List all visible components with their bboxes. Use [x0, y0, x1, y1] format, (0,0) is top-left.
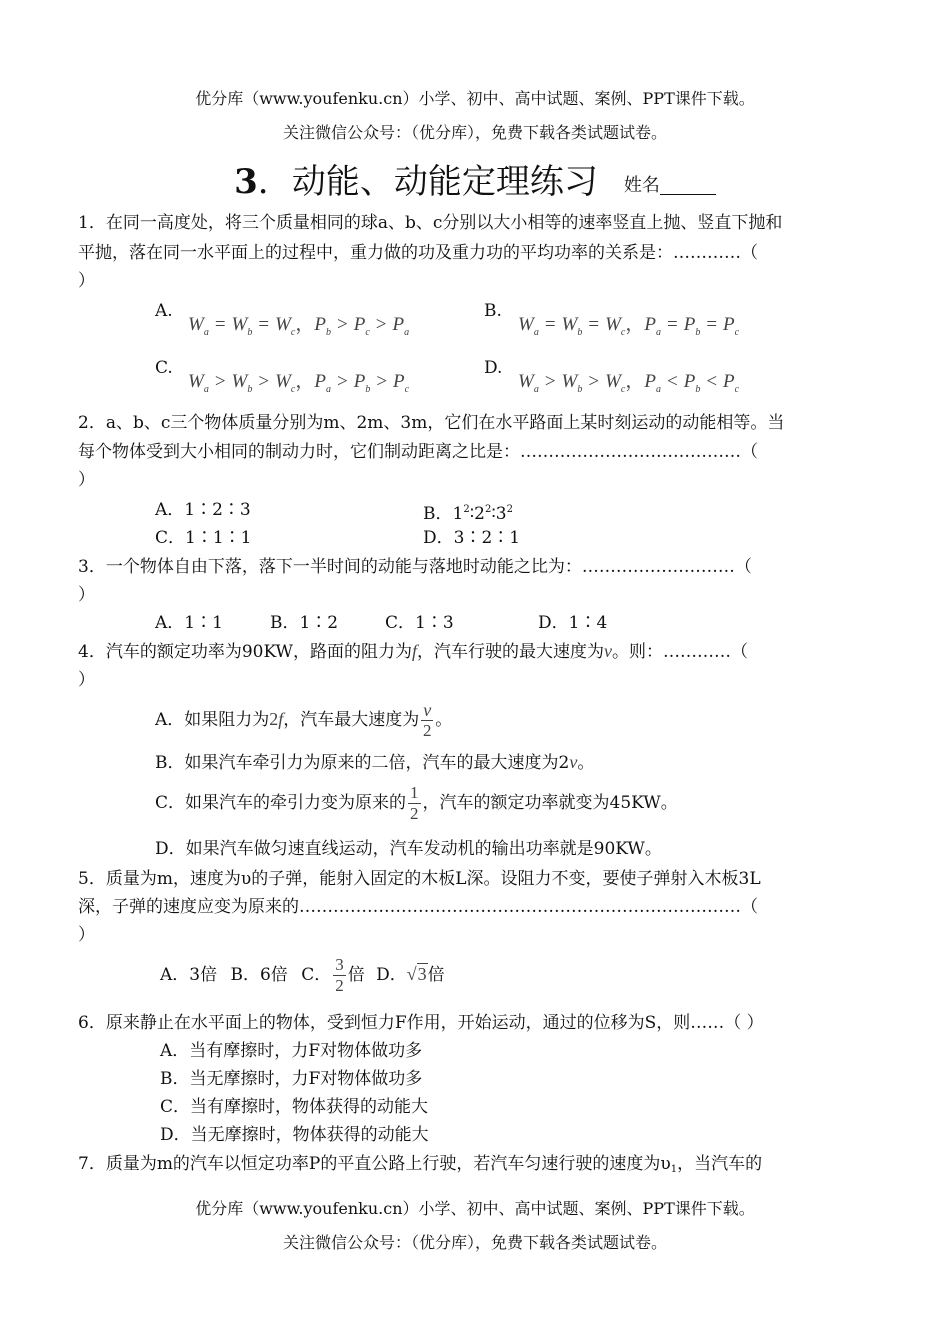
q5-option-b: B．6倍 — [230, 965, 288, 985]
q5-option-d-label: D． — [376, 965, 407, 985]
q5-line-2: 深，子弹的速度应变为原来的……………………………………………………………………（ — [78, 897, 758, 917]
page-title — [0, 160, 950, 208]
one-half-fraction: $\frac{1}{2}$ — [410, 783, 419, 823]
footer-line-1: 优分库（www.youfenku.cn）小学、初中、高中试题、案例、PPT课件下载。 — [195, 1199, 755, 1218]
q1-option-d-label: D. — [484, 358, 503, 378]
footer-line-2: 关注微信公众号：（优分库），免费下载各类试题试卷。 — [282, 1233, 667, 1252]
header-line-2: 关注微信公众号：（优分库），免费下载各类试题试卷。 — [282, 123, 667, 142]
q1-option-a-label: A. — [155, 301, 173, 321]
q6-line-1: 6．原来静止在水平面上的物体，受到恒力F作用，开始运动，通过的位移为S，则……（ ） — [78, 1013, 764, 1033]
v-over-2-fraction: $\frac{v}{2}$ — [423, 700, 432, 740]
q1-line-3: ） — [78, 271, 95, 291]
q3-line-2: ） — [78, 585, 95, 605]
q3-option-c: C．1∶3 — [385, 613, 454, 633]
q5-option-c-label: C． — [301, 965, 332, 985]
q1-option-c-formula: $W_a > W_b > W_c$，$P_a > P_b > P_c$ — [188, 371, 410, 395]
q5-options: A．3倍 B．6倍 C． $\frac{3}{2}$ 倍 D．√3倍 — [160, 955, 445, 995]
q6-option-b: B．当无摩擦时，力F对物体做功多 — [160, 1069, 423, 1089]
q2-option-c: C．1∶1∶1 — [155, 528, 252, 548]
q4-option-d: D．如果汽车做匀速直线运动，汽车发动机的输出功率就是90KW。 — [155, 839, 662, 859]
q2-line-3: ） — [78, 470, 95, 490]
name-blank — [660, 176, 716, 195]
q1-line-1: 1．在同一高度处，将三个质量相同的球a、b、c分别以大小相等的速率竖直上抛、竖直下抛和 — [78, 213, 783, 233]
sqrt-3: √3 — [406, 964, 427, 984]
name-label: 姓名 — [623, 175, 660, 196]
title-text: ．动能、动能定理练习 — [257, 162, 598, 202]
three-halves-fraction: $\frac{3}{2}$ — [335, 955, 344, 995]
q5-line-3: ） — [78, 925, 95, 945]
q2-line-1: 2．a、b、c三个物体质量分别为m、2m、3m，它们在水平路面上某时刻运动的动能相等。当 — [78, 413, 785, 433]
q5-line-1: 5．质量为m，速度为υ的子弹，能射入固定的木板L深。设阻力不变，要使子弹射入木板3L — [78, 869, 761, 889]
q6-option-a: A．当有摩擦时，力F对物体做功多 — [160, 1041, 423, 1061]
header-line-1: 优分库（www.youfenku.cn）小学、初中、高中试题、案例、PPT课件下载。 — [195, 89, 755, 108]
q6-option-d: D．当无摩擦时，物体获得的动能大 — [160, 1125, 429, 1145]
q3-option-d: D．1∶4 — [538, 613, 608, 633]
q1-option-c-label: C. — [155, 358, 173, 378]
q5-option-a: A．3倍 — [160, 965, 218, 985]
q4-option-c: C．如果汽车的牵引力变为原来的 $\frac{1}{2}$ ，汽车的额定功率就变为45KW。 — [155, 783, 678, 823]
q4-line-1: 4．汽车的额定功率为90KW，路面的阻力为f，汽车行驶的最大速度为v。则：…………（ — [78, 641, 749, 662]
q2-option-b: B．$1^2∶2^2∶3^2$ — [423, 504, 513, 524]
q3-option-b: B．1∶2 — [270, 613, 339, 633]
q1-option-b-label: B. — [484, 301, 502, 321]
q1-line-2: 平抛，落在同一水平面上的过程中，重力做的功及重力功的平均功率的关系是：…………（ — [78, 243, 758, 263]
q6-option-c: C．当有摩擦时，物体获得的动能大 — [160, 1097, 429, 1117]
q2-line-2: 每个物体受到大小相同的制动力时，它们制动距离之比是：…………………………………（ — [78, 442, 758, 462]
q2-option-d: D．3∶2∶1 — [423, 528, 521, 548]
q4-option-a: A．如果阻力为2f，汽车最大速度为 $\frac{v}{2}$ 。 — [155, 700, 453, 740]
q2-option-a: A．1∶2∶3 — [155, 500, 251, 520]
title-number: 3 — [234, 162, 258, 202]
q1-option-a-formula: $W_a = W_b = W_c$，$P_b > P_c > P_a$ — [188, 314, 410, 338]
q3-option-a: A．1∶1 — [155, 613, 223, 633]
q1-option-d-formula: $W_a > W_b > W_c$，$P_a < P_b < P_c$ — [518, 371, 740, 395]
q1-option-b-formula: $W_a = W_b = W_c$，$P_a = P_b = P_c$ — [518, 314, 740, 338]
q3-line-1: 3．一个物体自由下落，落下一半时间的动能与落地时动能之比为：………………………（ — [78, 557, 752, 577]
q7-line-1: 7．质量为m的汽车以恒定功率P的平直公路上行驶，若汽车匀速行驶的速度为υ1，当汽车的 — [78, 1154, 763, 1175]
q4-line-2: ） — [78, 670, 95, 690]
q4-option-b: B．如果汽车牵引力为原来的二倍，汽车的最大速度为2v。 — [155, 752, 595, 773]
